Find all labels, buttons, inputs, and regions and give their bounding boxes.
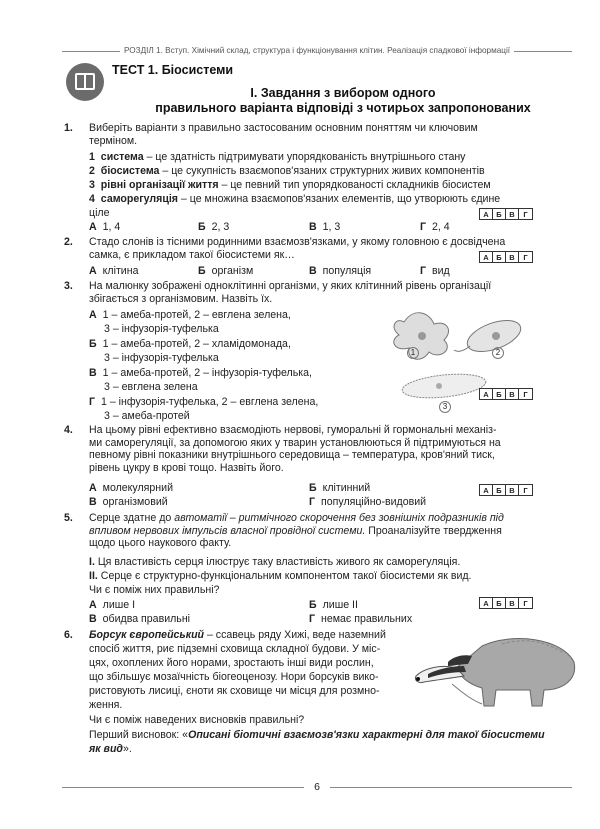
question-number: 1. xyxy=(64,122,73,134)
option-letter: Г xyxy=(309,496,316,508)
option-letter: А xyxy=(89,482,97,494)
statement-number: ІІ. xyxy=(89,570,98,582)
question-text-line xyxy=(89,512,578,525)
option-text: 1 – амеба-протей, 2 – евглена зелена, xyxy=(102,309,291,321)
option-letter: А xyxy=(89,309,97,321)
answer-cell[interactable]: Г xyxy=(523,253,528,262)
euglena-icon xyxy=(454,314,525,358)
answer-grid[interactable] xyxy=(479,208,533,220)
item-term: система xyxy=(100,151,144,163)
q1-item-1 xyxy=(89,151,465,164)
option-letter: В xyxy=(309,221,317,233)
question-3 xyxy=(64,280,578,422)
option-letter: В xyxy=(89,367,97,379)
option-text: немає правильних xyxy=(321,613,413,625)
q3-option-c[interactable] xyxy=(89,367,312,380)
q6-first-conclusion-cont xyxy=(89,743,132,756)
answer-cell[interactable]: В xyxy=(506,598,519,608)
answer-cell[interactable]: Г xyxy=(523,390,528,399)
option-text: популяційно-видовий xyxy=(321,496,427,508)
q2-option-c[interactable] xyxy=(309,265,371,278)
option-text: 1 – амеба-протей, 2 – хламідомонада, xyxy=(102,338,291,350)
question-text xyxy=(89,512,578,550)
question-text-line: щодо цього наукового факту. xyxy=(89,537,232,550)
statement-text: Серце є структурно-функціональним компонентом такої біосистеми як вид. xyxy=(97,570,472,582)
q6-line: цях, охоплених його норами, зростають інші види рослин, xyxy=(89,657,374,669)
answer-cell[interactable]: А xyxy=(480,209,493,219)
test-title: ТЕСТ 1. Біосистеми xyxy=(112,63,234,77)
option-text: клітина xyxy=(102,265,139,277)
header-rule-right xyxy=(514,51,572,52)
option-text: 2, 3 xyxy=(211,221,230,233)
footer-rule-right xyxy=(330,787,572,788)
option-text: лише І xyxy=(102,599,136,611)
statement-text: Ця властивість серця ілюструє таку властивість живого як саморегуляція. xyxy=(94,556,461,568)
item-text: – це множина взаємопов'язаних елементів, що утворюють єдине xyxy=(177,193,501,205)
option-text: організм xyxy=(211,265,254,277)
answer-cell[interactable]: А xyxy=(480,389,493,399)
header-rule-left xyxy=(62,51,120,52)
q1-item-4 xyxy=(89,193,500,206)
text-run: ». xyxy=(122,743,132,755)
question-text-line: Стадо слонів із тісними родинними взаємозв'язками, у якому головною є досвідчена xyxy=(89,236,506,248)
question-text-line: певному рівні показники внутрішнього середовища – температура, кров'яний тиск, xyxy=(89,449,495,462)
q6-question: Чи є поміж наведених висновків правильні? xyxy=(89,714,305,726)
running-header xyxy=(62,45,572,57)
item-term: рівні організації життя xyxy=(100,179,219,191)
answer-cell[interactable]: Г xyxy=(523,486,528,495)
q4-option-a[interactable] xyxy=(89,482,173,495)
option-letter: А xyxy=(89,265,97,277)
option-letter: В xyxy=(309,265,317,277)
q1-option-b[interactable] xyxy=(198,221,229,234)
species-name: Борсук європейський xyxy=(89,629,205,641)
question-text-line: рівень цукру в крові тощо. Назвіть його. xyxy=(89,461,284,474)
q6-line-1 xyxy=(89,629,386,642)
italic-run: впливом нервових імпульсів власної провідної системи. xyxy=(89,524,366,537)
q6-line: спосіб життя, риє підземні сховища складної будови. У міс- xyxy=(89,643,381,655)
question-text-line: самка, є прикладом такої біосистеми як… xyxy=(89,248,295,261)
text-run: Проаналізуйте твердження xyxy=(365,524,502,537)
question-number: 2. xyxy=(64,236,73,248)
q5-statement-2 xyxy=(89,570,472,583)
option-letter: Г xyxy=(89,396,96,408)
answer-cell[interactable]: В xyxy=(506,209,519,219)
q5-question: Чи є поміж них правильні? xyxy=(89,584,220,596)
item-number: 3 xyxy=(89,179,95,191)
option-letter: Г xyxy=(420,221,427,233)
option-text: організмовий xyxy=(102,496,168,508)
option-text: вид xyxy=(432,265,450,277)
q6-line: ження. xyxy=(89,699,123,711)
item-term: біосистема xyxy=(100,165,160,177)
q3-option-d[interactable] xyxy=(89,396,318,409)
option-letter: Б xyxy=(89,338,97,350)
question-2 xyxy=(64,236,578,277)
answer-cell[interactable]: А xyxy=(480,485,493,495)
q1-item-4-cont: ціле xyxy=(89,207,110,219)
badger-icon xyxy=(415,639,574,706)
q5-option-a[interactable] xyxy=(89,599,135,612)
section-title xyxy=(110,86,576,116)
answer-cell[interactable]: А xyxy=(480,252,493,262)
question-4 xyxy=(64,424,578,508)
footer-rule-left xyxy=(62,787,304,788)
badger-figure xyxy=(412,624,578,714)
figure-label-2: 2 xyxy=(492,347,504,359)
question-text xyxy=(89,122,578,147)
q1-item-2 xyxy=(89,165,485,178)
italic-run: як вид xyxy=(89,743,123,755)
q5-statement-1 xyxy=(89,556,460,569)
question-5 xyxy=(64,512,578,625)
option-letter: Г xyxy=(420,265,427,277)
option-text: 2, 4 xyxy=(432,221,450,233)
page-footer xyxy=(62,781,572,794)
option-letter: А xyxy=(89,599,97,611)
page-number: 6 xyxy=(314,781,320,793)
answer-grid[interactable] xyxy=(479,388,533,400)
q2-option-d[interactable] xyxy=(420,265,450,278)
q6-first-conclusion xyxy=(89,729,545,742)
answer-cell[interactable]: Б xyxy=(493,598,506,608)
q3-option-a[interactable] xyxy=(89,309,291,322)
item-text: – це сукупність взаємопов'язаних структурних живих компонентів xyxy=(159,165,485,177)
answer-cell[interactable]: В xyxy=(506,485,519,495)
answer-grid[interactable] xyxy=(479,251,533,263)
option-text-cont: 3 – амеба-протей xyxy=(104,410,190,422)
q1-item-3 xyxy=(89,179,491,192)
question-number: 6. xyxy=(64,629,73,641)
answer-cell[interactable]: В xyxy=(506,252,519,262)
option-letter: Б xyxy=(198,265,206,277)
option-letter: Б xyxy=(309,482,317,494)
option-text: популяція xyxy=(322,265,372,277)
item-number: 2 xyxy=(89,165,95,177)
question-number: 5. xyxy=(64,512,73,524)
question-text-line: терміном. xyxy=(89,134,138,147)
answer-grid[interactable] xyxy=(479,597,533,609)
q5-option-b[interactable] xyxy=(309,599,358,612)
option-letter: Г xyxy=(309,613,316,625)
q4-option-d[interactable] xyxy=(309,496,426,509)
answer-cell[interactable]: Б xyxy=(493,485,506,495)
question-text-line: збігається з організмовим. Назвіть їх. xyxy=(89,292,273,305)
question-text-line: На малюнку зображені одноклітинні організми, у яких клітинний рівень організації xyxy=(89,280,492,292)
option-text: 1 – амеба-протей, 2 – інфузорія-туфелька, xyxy=(102,367,312,379)
item-text: – це здатність підтримувати упорядкованість внутрішнього стану xyxy=(143,151,466,163)
answer-cell[interactable]: Г xyxy=(523,599,528,608)
option-text: 1, 4 xyxy=(102,221,121,233)
q6-line: що збільшує мозаїчність біогеоценозу. Нори борсуків вико- xyxy=(89,671,379,683)
q3-option-b[interactable] xyxy=(89,338,291,351)
item-term: саморегуляція xyxy=(100,193,178,205)
answer-cell[interactable]: Г xyxy=(523,210,528,219)
option-letter: В xyxy=(89,496,97,508)
text-run: – ссавець ряду Хижі, веде наземний xyxy=(204,629,386,641)
question-text-line xyxy=(89,525,578,538)
item-number: 4 xyxy=(89,193,95,205)
q5-option-d[interactable] xyxy=(309,613,412,626)
answer-cell[interactable]: В xyxy=(506,389,519,399)
text-run: Перший висновок: « xyxy=(89,729,189,741)
q6-line: ристовують лисиці, єноти як сховище чи місця для розмно- xyxy=(89,685,380,697)
q2-option-b[interactable] xyxy=(198,265,253,278)
figure-label-1: 1 xyxy=(407,347,419,359)
italic-run: Описані біотичні взаємозв'язки характерні для такої біосистеми xyxy=(188,729,545,741)
q2-option-a[interactable] xyxy=(89,265,138,278)
option-letter: А xyxy=(89,221,97,233)
question-text-line: ми саморегуляції, за допомогою яких у тварин установлюються й підтримуються на xyxy=(89,436,501,449)
option-letter: Б xyxy=(309,599,317,611)
amoeba-icon xyxy=(394,313,449,360)
answer-cell[interactable]: Б xyxy=(493,389,506,399)
option-text: лише ІІ xyxy=(322,599,358,611)
paramecium-icon xyxy=(401,371,487,402)
answer-cell[interactable]: Б xyxy=(493,252,506,262)
option-text: молекулярний xyxy=(102,482,173,494)
question-1 xyxy=(64,122,578,233)
q4-option-b[interactable] xyxy=(309,482,370,495)
option-text-cont: 3 – інфузорія-туфелька xyxy=(104,352,219,364)
question-text-line: Виберіть варіанти з правильно застосованим основним поняттям чи ключовим xyxy=(89,122,478,134)
q5-option-c[interactable] xyxy=(89,613,190,626)
question-number: 3. xyxy=(64,280,73,292)
option-letter: Б xyxy=(198,221,206,233)
item-text: – це певний тип упорядкованості складників біосистем xyxy=(218,179,491,191)
q1-option-d[interactable] xyxy=(420,221,450,234)
q4-option-c[interactable] xyxy=(89,496,168,509)
option-text: клітинний xyxy=(322,482,371,494)
figure-label-3: 3 xyxy=(439,401,451,413)
italic-run: автоматії – ритмічного скорочення без зовнішніх подразників під xyxy=(174,512,504,524)
answer-grid[interactable] xyxy=(479,484,533,496)
option-text-cont: 3 – евглена зелена xyxy=(104,381,198,393)
item-number: 1 xyxy=(89,151,95,163)
option-text: обидва правильні xyxy=(102,613,191,625)
test-book-icon xyxy=(66,63,104,101)
question-text xyxy=(89,424,578,474)
section-title-line2: правильного варіанта відповіді з чотирьох запропонованих xyxy=(155,101,531,115)
question-text-line: На цьому рівні ефективно взаємодіють нервові, гуморальні й гормональні механіз- xyxy=(89,424,497,436)
option-text: 1 – інфузорія-туфелька, 2 – евглена зелена, xyxy=(101,396,319,408)
q1-option-a[interactable] xyxy=(89,221,120,234)
option-letter: В xyxy=(89,613,97,625)
question-number: 4. xyxy=(64,424,73,436)
answer-cell[interactable]: А xyxy=(480,598,493,608)
text-run: Серце здатне до xyxy=(89,512,175,524)
section-title-line1: І. Завдання з вибором одного xyxy=(250,86,436,100)
running-title: РОЗДІЛ 1. Вступ. Хімічний склад, структура і функціонування клітин. Реалізація спадкової інформації xyxy=(123,45,511,55)
q1-option-c[interactable] xyxy=(309,221,340,234)
answer-cell[interactable]: Б xyxy=(493,209,506,219)
statement-number: І. xyxy=(89,556,95,568)
option-text-cont: 3 – інфузорія-туфелька xyxy=(104,323,219,335)
option-text: 1, 3 xyxy=(322,221,341,233)
